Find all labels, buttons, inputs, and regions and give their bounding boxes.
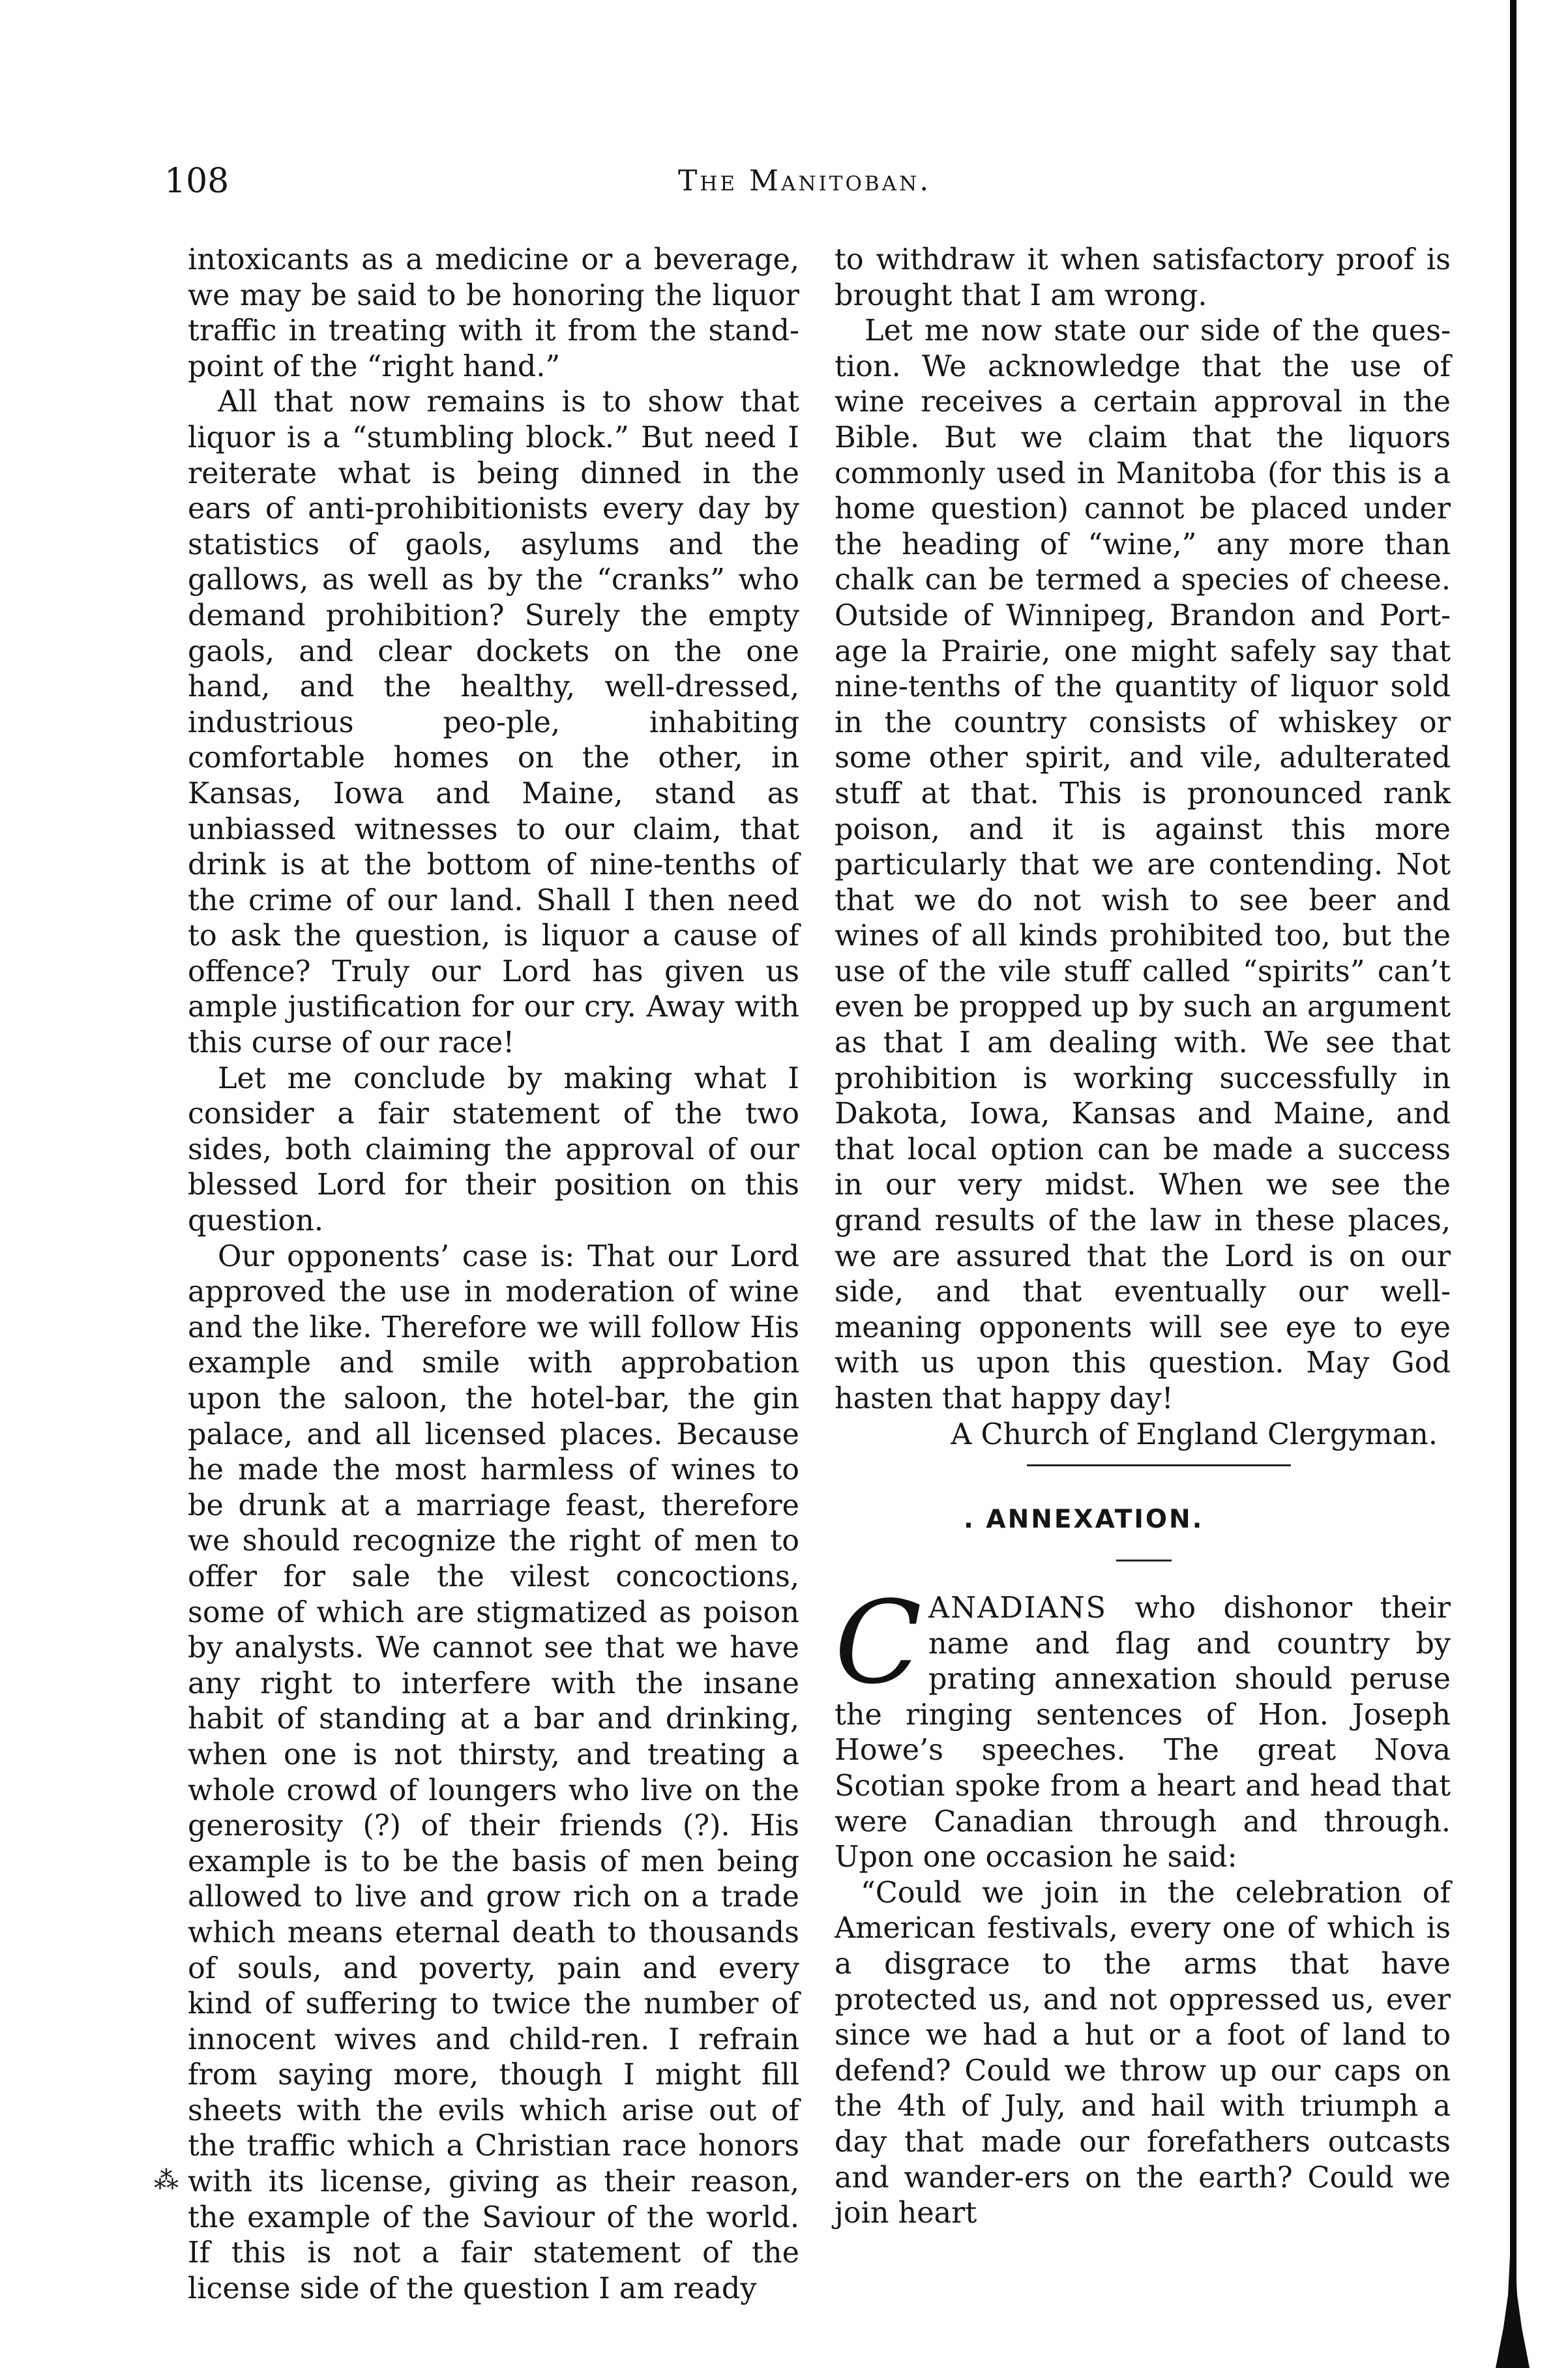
heading-underline — [1116, 1560, 1172, 1561]
binding-edge — [1510, 0, 1516, 2368]
article-paragraph-1-text: who dishonor their name and flag and country by prating annexation should peruse the ringing sentences of Hon. Joseph Howe’s speeches. The great Nova Scotian spoke from a heart and head that were Canadian through and through. Upon one occasion he said: — [835, 1591, 1451, 1874]
margin-mark: ⁂ — [154, 2166, 179, 2195]
article-paragraph-1 — [835, 1577, 1451, 1876]
left-paragraph-2: All that now remains is to show that liquor is a “stumbling block.” But need I reiterate what is being dinned in the ears of anti-prohibitionists every day by statistics of gaols, asylums and the gallows, as well as by the “cranks” who demand prohibition? Surely the empty gaols, and clear dockets on the one hand, and the healthy, well-dressed, industrious peo-ple, inhabiting comfortable homes on the other, in Kansas, Iowa and Maine, stand as unbiassed witnesses to our claim, that drink is at the bottom of nine-tenths of the crime of our land. Shall I then need to ask the question, is liquor a cause of offence? Truly our Lord has given us ample justification for our cry. Away with this curse of our race! — [188, 385, 799, 1060]
article-first-word: ANADIANS — [928, 1591, 1108, 1625]
drop-cap-letter: C — [835, 1577, 922, 1709]
left-paragraph-4: Our opponents’ case is: That our Lord approved the use in moderation of wine and the like. Therefore we will follow His example and smile with approbation upon the saloon, the hotel-bar, the gin palace, and all licensed places. Because he made the most harmless of wines to be drunk at a marriage feast, therefore we should recognize the right of men to offer for sale the vilest concoctions, some of which are stigmatized as poison by analysts. We cannot see that we have any right to interfere with the insane habit of standing at a bar and drinking, when one is not thirsty, and treating a whole crowd of loungers who live on the generosity (?) of their friends (?). His example is to be the basis of men being allowed to live and grow rich on a trade which means eternal death to thousands of souls, and poverty, pain and every kind of suffering to twice the number of innocent wives and child-ren. I refrain from saying more, though I might fill sheets with the evils which arise out of the traffic which a Christian race honors with its license, giving as their reason, the example of the Saviour of the world. If this is not a fair statement of the license side of the question I am ready — [188, 1239, 799, 2305]
binding-edge-flare — [1496, 2256, 1530, 2368]
right-paragraph-2: Let me now state our side of the ques-tion. We acknowledge that the use of wine receives a certain approval in the Bible. But we claim that the liquors commonly used in Manitoba (for this is a home question) cannot be placed under the heading of “wine,” any more than chalk can be termed a species of cheese. Outside of Winnipeg, Brandon and Port-age la Prairie, one might safely say that nine-tenths of the quantity of liquor sold in the country consists of whiskey or some other spirit, and vile, adulterated stuff at that. This is pronounced rank poison, and it is against this more particularly that we are contending. Not that we do not wish to see beer and wines of all kinds prohibited too, but the use of the vile stuff called “spirits” can’t even be propped up by such an argument as that I am dealing with. We see that prohibition is working successfully in Dakota, Iowa, Kansas and Maine, and that local option can be made a success in our very midst. When we see the grand results of the law in these places, we are assured that the Lord is on our side, and that eventually our well-meaning opponents will see eye to eye with us upon this question. May God hasten that happy day! — [835, 314, 1451, 1415]
article-heading: . ANNEXATION. — [964, 1505, 1204, 1534]
article-paragraph-2: “Could we join in the celebration of American festivals, every one of which is a disgrace to the arms that have protected us, and not oppressed us, ever since we had a hut or a foot of land to defend? Could we throw up our caps on the 4th of July, and hail with triumph a day that made our forefathers outcasts and wander-ers on the earth? Could we join heart — [835, 1876, 1451, 2230]
section-divider — [1027, 1464, 1291, 1466]
annexation-article — [835, 1577, 1451, 2232]
left-paragraph-3: Let me conclude by making what I consider a fair statement of the two sides, both claiming the approval of our blessed Lord for their position on this question. — [188, 1061, 799, 1238]
page-number: 108 — [164, 162, 229, 201]
running-title: The Manitoban. — [678, 164, 932, 198]
right-column — [835, 243, 1451, 1453]
right-paragraph-1: to withdraw it when satisfactory proof is brought that I am wrong. — [835, 243, 1451, 312]
signature: A Church of England Clergyman. — [951, 1417, 1438, 1451]
left-column — [188, 243, 799, 2307]
left-paragraph-1: intoxicants as a medicine or a beverage, we may be said to be honoring the liquor traffic in treating with it from the stand-point of the “right hand.” — [188, 243, 799, 383]
